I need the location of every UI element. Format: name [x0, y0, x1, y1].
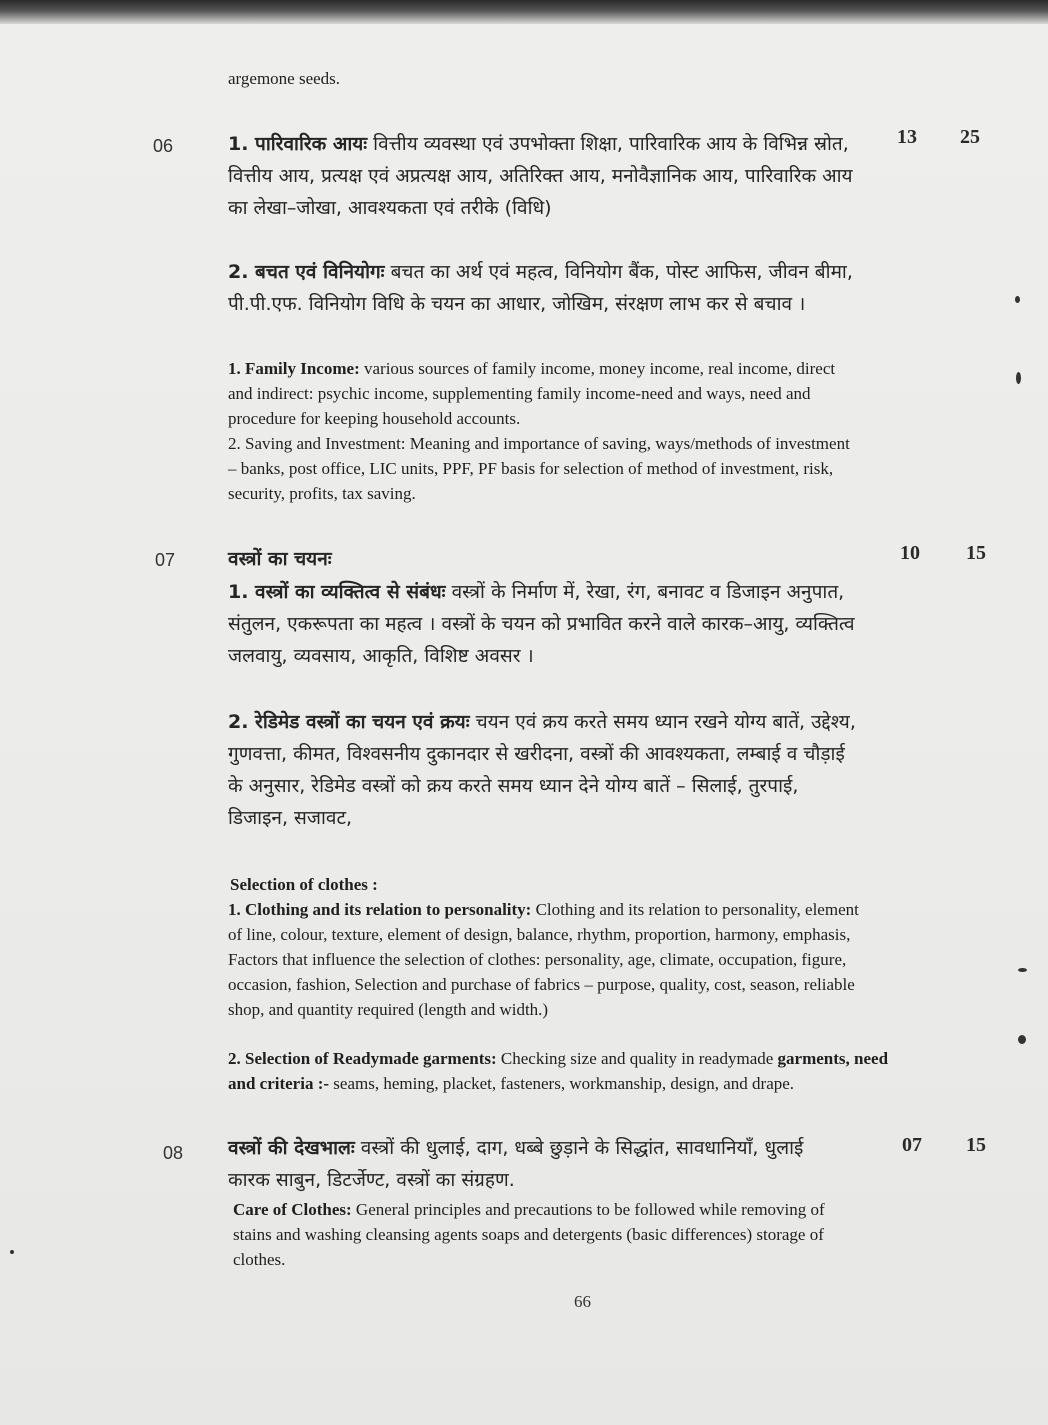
en-subheading: 1. Clothing and its relation to personality: [228, 900, 532, 919]
en-body: Checking size and quality in readymade [500, 1049, 774, 1068]
hindi-body: वस्त्रों के निर्माण में, रेखा, रंग, बनावट व डिजाइन अनुपात, संतुलन, एकरूपता का महत्व । वस्त्रों के चयन को प्रभावित करने वाले कारक–आयु, व्यक्तित्व जलवायु, व्यवसाय, आकृति, विशिष्ट अवसर । [228, 581, 855, 667]
en-saving-investment: 2. Saving and Investment: Meaning and importance of saving, ways/methods of investment – banks, post office, LIC units, PPF, PF basis for selection of method of investment, risk, security, profits, tax saving. [228, 434, 850, 503]
hindi-body: बचत का अर्थ एवं महत्व, विनियोग बैंक, पोस्ट आफिस, जीवन बीमा, पी.पी.एफ. विनियोग विधि के चयन का आधार, जोखिम, संरक्षण लाभ कर से बचाव । [228, 261, 853, 315]
carryover-text: argemone seeds. [228, 69, 341, 88]
marks-b: 15 [966, 1134, 986, 1156]
scan-speck [1016, 372, 1021, 384]
marks-a: 13 [897, 126, 917, 148]
en-body: various sources of family income, money income, real income, direct and indirect: psychic income, supplementing family income-need and ways, need and procedure for keeping household accounts. [228, 359, 836, 428]
marks-b: 25 [960, 126, 980, 148]
en-subheading: Care of Clothes: [233, 1200, 352, 1219]
hindi-section-title: वस्त्रों का चयनः [228, 548, 332, 570]
en-subheading: 1. Family Income: [228, 359, 360, 378]
scan-speck [1018, 1035, 1026, 1044]
hindi-family-income [228, 128, 858, 224]
en-care-of-clothes [233, 1197, 858, 1272]
hindi-subheading: वस्त्रों की देखभालः [228, 1137, 355, 1159]
hindi-clothing-personality [228, 576, 858, 672]
hindi-body: वस्त्रों की धुलाई, दाग, धब्बे छुड़ाने के सिद्धांत, सावधानियाँ, धुलाई कारक साबुन, डिटर्जेण्ट, वस्त्रों का संग्रहण. [228, 1137, 804, 1191]
marks-b: 15 [966, 542, 986, 564]
hindi-subheading: 2. रेडिमेड वस्त्रों का चयन एवं क्रयः [228, 711, 470, 733]
hindi-readymade-garments [228, 706, 858, 834]
hindi-subheading: 1. पारिवारिक आयः [228, 133, 368, 155]
hindi-body: वित्तीय व्यवस्था एवं उपभोक्ता शिक्षा, पारिवारिक आय के विभिन्न स्रोत, वित्तीय आय, प्रत्यक्ष एवं अप्रत्यक्ष आय, अतिरिक्त आय, मनोवैज्ञानिक आय, पारिवारिक आय का लेखा–जोखा, आवश्यकता एवं तरीके (विधि) [228, 133, 853, 219]
section-number: 08 [163, 1143, 184, 1163]
hindi-body: चयन एवं क्रय करते समय ध्यान रखने योग्य बातें, उद्देश्य, गुणवत्ता, कीमत, विश्वसनीय दुकानदार से खरीदना, वस्त्रों की आवश्यकता, लम्बाई व चौड़ाई के अनुसार, रेडिमेड वस्त्रों को क्रय करते समय ध्यान देने योग्य बातें – सिलाई, तुरपाई, डिजाइन, सजावट, [228, 711, 856, 829]
section-number: 06 [153, 136, 174, 156]
en-clothing-personality [228, 897, 860, 1022]
scan-speck [1018, 968, 1027, 972]
marks-a: 10 [900, 542, 920, 564]
en-subheading: 2. Selection of Readymade garments: [228, 1049, 497, 1068]
hindi-subheading: 1. वस्त्रों का व्यक्तित्व से संबंधः [228, 581, 446, 603]
hindi-care-of-clothes [228, 1132, 838, 1196]
scan-speck [1015, 296, 1020, 303]
en-section-title: Selection of clothes : [230, 875, 378, 894]
section-number: 07 [155, 550, 176, 570]
marks-a: 07 [902, 1134, 922, 1156]
scan-speck [10, 1250, 14, 1254]
en-subheading: garments, need and criteria :- [228, 1049, 889, 1093]
en-body: Clothing and its relation to personality, element of line, colour, texture, element of design, balance, rhythm, proportion, harmony, emphasis, Factors that influence the selection of clothes: personality, age, climate, occupation, figure, occasion, fashion, Selection and purchase of fabrics – purpose, quality, cost, season, reliable shop, and quantity required (length and width.) [228, 900, 859, 1019]
hindi-saving-investment [228, 256, 858, 320]
en-family-income [228, 356, 856, 431]
scan-top-edge [0, 0, 1048, 24]
en-body: General principles and precautions to be followed while removing of stains and washing cleansing agents soaps and detergents (basic differences) storage of clothes. [233, 1200, 825, 1269]
hindi-subheading: 2. बचत एवं विनियोगः [228, 261, 385, 283]
en-body: seams, heming, placket, fasteners, workmanship, design, and drape. [333, 1074, 795, 1093]
en-readymade-garments [228, 1046, 918, 1096]
page-number: 66 [574, 1292, 591, 1311]
